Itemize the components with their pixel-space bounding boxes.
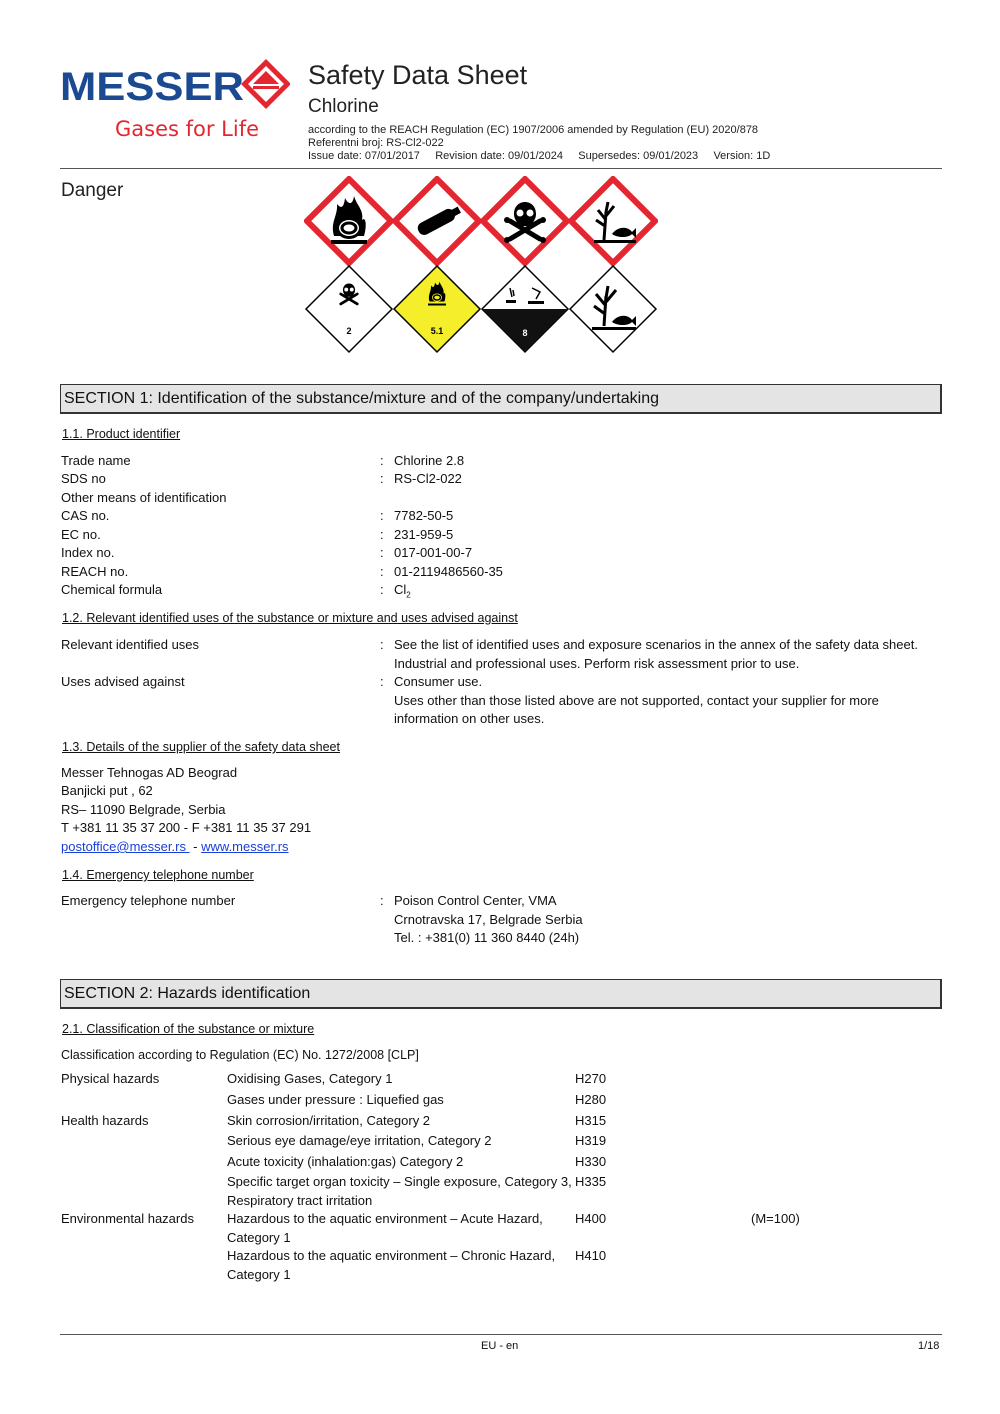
document-title: Safety Data Sheet bbox=[308, 60, 528, 90]
supplier-city: RS– 11090 Belgrade, Serbia bbox=[61, 802, 226, 817]
subsection-1-4-title: 1.4. Emergency telephone number bbox=[62, 868, 254, 882]
email-link[interactable]: postoffice@messer.rs bbox=[61, 839, 190, 854]
field-relevant-uses: Relevant identified uses : See the list of identified uses and exposure scenarios in the annex of the safety data sheet. Industrial and professional uses. Perform risk assessment prior to use. bbox=[61, 637, 918, 671]
adr-environment-label bbox=[568, 264, 658, 354]
subsection-1-1-title: 1.1. Product identifier bbox=[62, 427, 181, 441]
dates-line: Issue date: 07/01/2017 Revision date: 09/01/2024 Supersedes: 09/01/2023 Version: 1D bbox=[308, 150, 771, 162]
messer-diamond-icon bbox=[241, 59, 290, 109]
header-divider bbox=[60, 168, 942, 169]
svg-text:8: 8 bbox=[522, 328, 528, 338]
gas-cylinder-icon bbox=[392, 176, 482, 266]
supplier-phone: T +381 11 35 37 200 - F +381 11 35 37 291 bbox=[61, 820, 312, 835]
field-uses-advised-against: Uses advised against : Consumer use. Uses other than those listed above are not supported, contact your supplier for more information on other uses. bbox=[61, 674, 879, 726]
field-emergency-phone: Emergency telephone number : Poison Control Center, VMA Crnotravska 17, Belgrade Serbia Tel. : +381(0) 11 360 8440 (24h) bbox=[61, 893, 583, 945]
skull-crossbones-icon bbox=[480, 176, 570, 266]
messer-logo bbox=[60, 58, 290, 143]
supplier-street: Banjicki put , 62 bbox=[61, 783, 153, 798]
supplier-company: Messer Tehnogas AD Beograd bbox=[61, 765, 238, 780]
regulation-line: according to the REACH Regulation (EC) 1907/2006 amended by Regulation (EU) 2020/878 bbox=[308, 124, 759, 136]
environment-icon bbox=[568, 176, 658, 266]
svg-text:5.1: 5.1 bbox=[430, 326, 444, 336]
svg-text:MESSER: MESSER bbox=[60, 65, 245, 109]
footer-language: EU - en bbox=[481, 1340, 519, 1352]
svg-text:2: 2 bbox=[346, 326, 352, 336]
adr-toxic-gas-label bbox=[304, 264, 394, 354]
product-subtitle: Chlorine bbox=[308, 96, 379, 117]
website-link[interactable]: www.messer.rs bbox=[201, 839, 289, 854]
subsection-1-2-title: 1.2. Relevant identified uses of the substance or mixture and uses advised against bbox=[62, 611, 518, 625]
supplier-contacts: postoffice@messer.rs - www.messer.rs bbox=[61, 839, 289, 854]
page-number: 1/18 bbox=[918, 1340, 940, 1352]
signal-word: Danger bbox=[61, 180, 124, 201]
flame-over-circle-icon bbox=[304, 176, 394, 266]
adr-corrosive-label bbox=[480, 264, 570, 354]
clp-regulation-line: Classification according to Regulation (EC) No. 1272/2008 [CLP] bbox=[61, 1048, 419, 1062]
subsection-1-3-title: 1.3. Details of the supplier of the safety data sheet bbox=[62, 740, 340, 754]
subsection-2-1-title: 2.1. Classification of the substance or mixture bbox=[62, 1022, 315, 1036]
footer-divider bbox=[60, 1334, 942, 1335]
adr-oxidizer-label bbox=[392, 264, 482, 354]
reference-line: Referentni broj: RS-Cl2-022 bbox=[308, 137, 444, 149]
svg-text:Gases for Life: Gases for Life bbox=[115, 117, 260, 141]
section-1-header: SECTION 1: Identification of the substance/mixture and of the company/undertaking bbox=[60, 384, 942, 414]
section-2-header: SECTION 2: Hazards identification bbox=[60, 979, 942, 1009]
